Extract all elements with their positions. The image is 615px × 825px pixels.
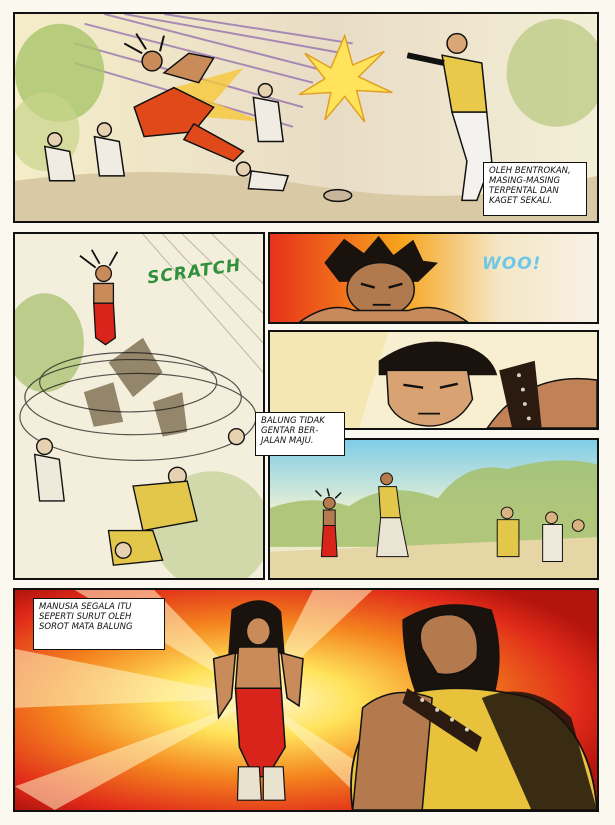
panel-6-caption: MANUSIA SEGALA ITU SEPERTI SURUT OLEH SOROT MATA BALUNG	[33, 598, 165, 650]
panel-2-sfx-scratch: SCRATCH	[146, 255, 243, 289]
panel-5-art	[270, 440, 597, 578]
panel-3-art	[270, 234, 597, 322]
panel-6-fiery-confrontation	[13, 588, 599, 812]
panel-2-art	[15, 234, 263, 578]
panel-1-caption: OLEH BENTROKAN, MASING-MASING TERPENTAL DAN KAGET SEKALI.	[483, 162, 587, 216]
panel-2-scratch-attack	[13, 232, 265, 580]
panel-5-caption: BALUNG TIDAK GENTAR BER- JALAN MAJU.	[255, 412, 345, 456]
panel-1-fight-clash	[13, 12, 599, 223]
panel-5-walking-forward	[268, 438, 599, 580]
panel-3-sfx-woo: WOO!	[482, 254, 542, 274]
panel-3-angry-face	[268, 232, 599, 324]
